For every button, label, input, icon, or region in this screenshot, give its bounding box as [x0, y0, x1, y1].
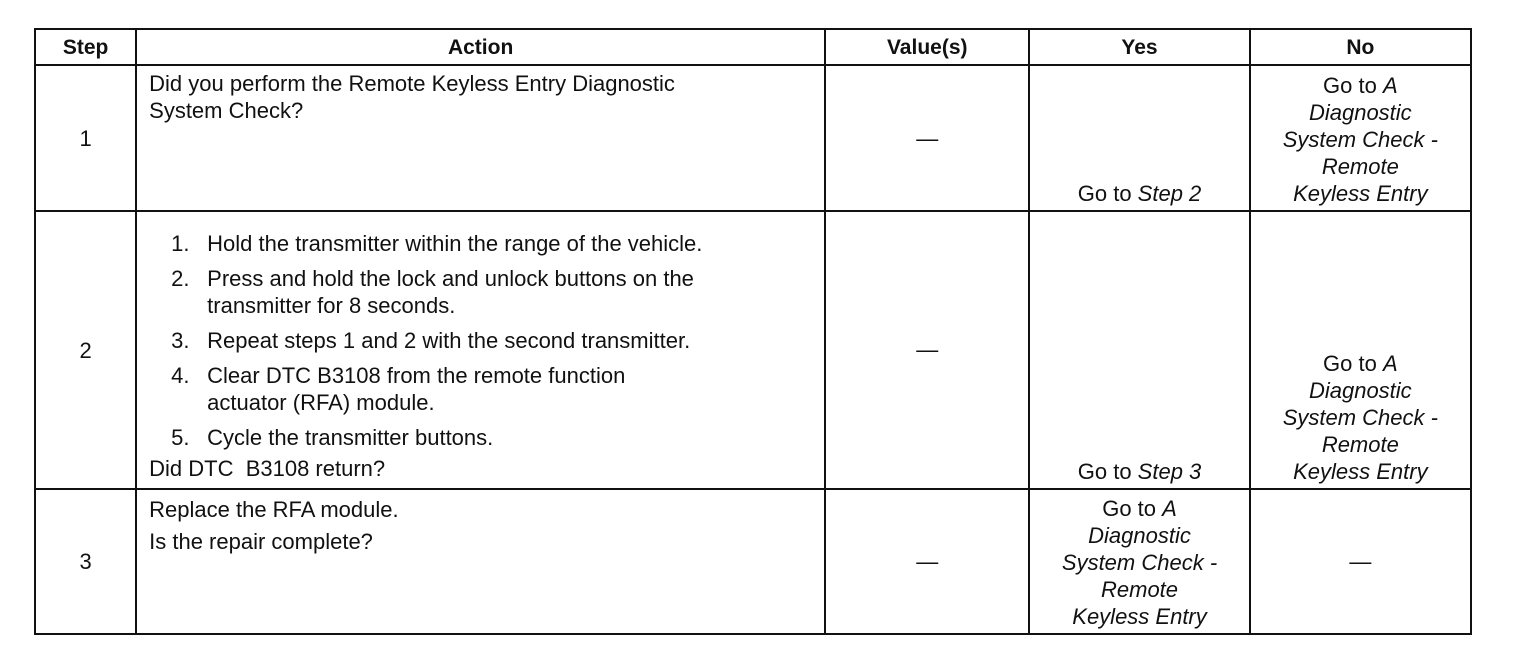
no-dash: — [1349, 548, 1372, 574]
action-text: Replace the RFA module. [149, 497, 399, 522]
yes-link[interactable]: Remote [1101, 577, 1179, 602]
no-link[interactable]: System Check - [1282, 405, 1438, 430]
substep-number: 4. [171, 363, 190, 388]
substep-number: 1. [171, 231, 190, 256]
header-no: No [1250, 29, 1471, 65]
no-link[interactable]: Keyless Entry [1293, 459, 1428, 484]
substep-number: 3. [171, 328, 190, 353]
value-dash: — [916, 337, 939, 362]
no-link[interactable]: A [1382, 351, 1398, 376]
substep-list [149, 216, 814, 451]
yes-link[interactable]: Step 2 [1137, 181, 1202, 206]
action-text: Did you perform the Remote Keyless Entry Diagnostic [149, 71, 675, 96]
substep-text: transmitter for 8 seconds. [207, 293, 456, 318]
substep-text: Cycle the transmitter buttons. [207, 425, 494, 450]
header-step: Step [35, 29, 136, 65]
list-item [149, 327, 814, 354]
no-link[interactable]: A [1382, 73, 1398, 98]
substep-text: Repeat steps 1 and 2 with the second transmitter. [207, 328, 691, 353]
step-number: 3 [35, 489, 136, 634]
yes-go-to: Go to [1102, 496, 1163, 521]
substep-text: Hold the transmitter within the range of the vehicle. [207, 231, 703, 256]
table-row-step-3 [35, 489, 1471, 634]
yes-cell[interactable] [1029, 211, 1249, 489]
action-cell [136, 211, 825, 489]
list-item [149, 362, 814, 416]
no-link[interactable]: Remote [1321, 432, 1399, 457]
yes-cell[interactable] [1029, 65, 1249, 211]
yes-cell[interactable] [1029, 489, 1249, 634]
step-number: 2 [35, 211, 136, 489]
action-text: Is the repair complete? [149, 529, 373, 554]
action-cell [136, 65, 825, 211]
value-cell [825, 489, 1029, 634]
value-dash: — [916, 549, 939, 574]
yes-go-to: Go to [1077, 459, 1138, 484]
header-action: Action [136, 29, 825, 65]
value-cell [825, 211, 1029, 489]
header-values: Value(s) [825, 29, 1029, 65]
value-cell [825, 65, 1029, 211]
no-go-to: Go to [1323, 351, 1383, 376]
yes-link[interactable]: Keyless Entry [1072, 604, 1207, 629]
list-item [149, 230, 814, 257]
header-yes: Yes [1029, 29, 1249, 65]
list-item [149, 424, 814, 451]
yes-link[interactable]: Diagnostic [1088, 523, 1191, 548]
substep-number: 5. [171, 425, 190, 450]
substep-text: Press and hold the lock and unlock buttons on the [207, 266, 694, 291]
step-number: 1 [35, 65, 136, 211]
substep-text: actuator (RFA) module. [207, 390, 435, 415]
value-dash: — [916, 125, 939, 151]
no-cell[interactable] [1250, 211, 1471, 489]
no-link[interactable]: Diagnostic [1308, 378, 1412, 403]
diagnostic-table [34, 28, 1472, 635]
no-cell[interactable] [1250, 65, 1471, 211]
substep-text: Clear DTC B3108 from the remote function [207, 363, 626, 388]
no-link[interactable]: Diagnostic [1308, 100, 1412, 125]
action-question: Did DTC B3108 return? [149, 456, 386, 481]
no-cell [1250, 489, 1471, 634]
yes-go-to: Go to [1077, 181, 1138, 206]
header-row [35, 29, 1471, 65]
no-link[interactable]: Keyless Entry [1293, 181, 1428, 206]
no-link[interactable]: Remote [1321, 154, 1399, 179]
yes-link[interactable]: A [1162, 496, 1177, 521]
table-row-step-2 [35, 211, 1471, 489]
table-row-step-1 [35, 65, 1471, 211]
action-cell [136, 489, 825, 634]
action-text: System Check? [149, 98, 304, 123]
list-item [149, 265, 814, 319]
yes-link[interactable]: Step 3 [1137, 459, 1202, 484]
no-go-to: Go to [1323, 73, 1383, 98]
no-link[interactable]: System Check - [1282, 127, 1438, 152]
substep-number: 2. [171, 266, 190, 291]
yes-link[interactable]: System Check - [1061, 550, 1218, 575]
